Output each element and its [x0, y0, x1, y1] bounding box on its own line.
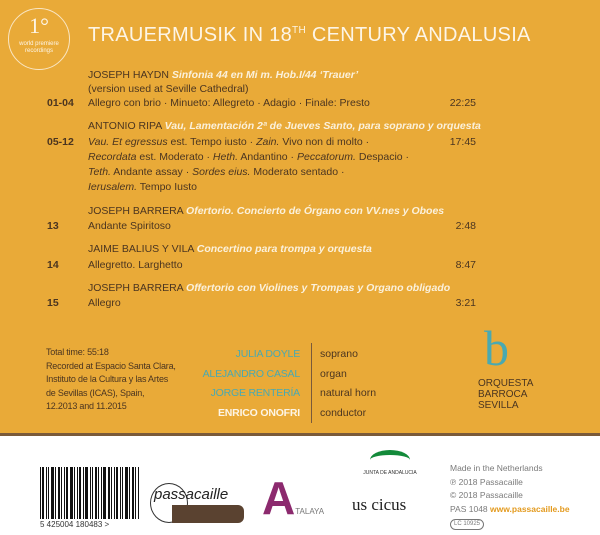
work-title: Ofertorio. Concierto de Órgano con VV.nes y Oboes: [186, 205, 445, 217]
track-numbers: 05-12: [47, 136, 74, 148]
barcode-bar: [116, 467, 118, 519]
movements: Allegro con brio · Minueto: Allegreto · Adagio · Finale: Presto: [88, 97, 370, 109]
work-header: [88, 282, 450, 295]
performer-role: soprano: [320, 348, 358, 360]
label-code: LC 10925: [450, 519, 484, 530]
duration: 22:25: [449, 97, 476, 109]
duration: 8:47: [455, 259, 476, 271]
legal-line: Made in the Netherlands: [450, 463, 543, 473]
barcode-bar: [132, 467, 134, 519]
barcode-bar: [138, 467, 139, 519]
composer: ANTONIO RIPA: [88, 120, 162, 132]
movements: Andante Spiritoso: [88, 220, 171, 232]
performer-role: natural horn: [320, 387, 377, 399]
movement-line: [88, 136, 369, 149]
barcode-bar: [135, 467, 136, 519]
duration: 3:21: [455, 297, 476, 309]
movement-line: [88, 166, 344, 179]
orchestra-logo: [478, 322, 533, 411]
orchestra-logo-letter: b: [484, 320, 509, 376]
credit-line: Instituto de la Cultura y las Artes: [46, 374, 169, 384]
movement-part: Andante assay ·: [110, 166, 193, 178]
duration: 2:48: [455, 220, 476, 232]
junta-andalucia-logo: [350, 450, 430, 476]
barcode-bar: [111, 467, 112, 519]
barcode-bar: [64, 467, 65, 519]
barcode-bar: [55, 467, 56, 519]
duration: 17:45: [449, 136, 476, 148]
work-header: [88, 205, 444, 218]
work-title: Concertino para trompa y orquesta: [196, 243, 372, 255]
barcode-bar: [66, 467, 68, 519]
movement-line: [88, 181, 197, 194]
movement-part: Ierusalem.: [88, 181, 138, 193]
barcode-bar: [48, 467, 49, 519]
composer: JOSEPH BARRERA: [88, 205, 184, 217]
performer-role: organ: [320, 367, 347, 380]
barcode-bar: [92, 467, 93, 519]
atalaya-wordmark: TALAYA: [295, 507, 325, 516]
performer-name: JULIA DOYLE: [235, 348, 300, 360]
track-numbers: 01-04: [47, 97, 74, 109]
work-note: (version used at Seville Cathedral): [88, 83, 249, 95]
movement-part: Heth.: [212, 151, 239, 163]
barcode-number: 5 425004 180483 >: [40, 520, 110, 529]
album-title: TRAUERMUSIK IN 18TH CENTURY ANDALUSIA: [88, 24, 531, 46]
barcode-bar: [108, 467, 110, 519]
composer: JOSEPH HAYDN: [88, 69, 169, 81]
catalog-number: PAS 1048: [450, 503, 488, 514]
barcode-bar: [101, 467, 102, 519]
passacaille-wordmark: passacaille: [154, 486, 229, 503]
barcode-bar: [77, 467, 78, 519]
passacaille-logo: [150, 483, 246, 523]
work-header: [88, 120, 481, 133]
cicus-logo: us cicus: [352, 495, 407, 514]
barcode-bar: [79, 467, 81, 519]
orchestra-name-line: BARROCA: [478, 389, 528, 400]
legal-line: ℗ 2018 Passacaille: [450, 476, 523, 487]
badge-text: world premiere recordings: [19, 41, 59, 54]
work-title: Vau, Lamentación 2ª de Jueves Santo, para soprano y orquesta: [164, 120, 481, 132]
movement-part: Despacio ·: [355, 151, 410, 163]
credit-line: de Sevillas (ICAS), Spain,: [46, 387, 145, 398]
track-numbers: 14: [47, 259, 59, 271]
barcode-bar: [114, 467, 115, 519]
work-title: Offertorio con Violines y Trompas y Organo obligado: [186, 282, 451, 294]
credit-line: Total time: 55:18: [46, 347, 109, 357]
barcode-bar: [42, 467, 44, 519]
barcode-bar: [125, 467, 128, 519]
barcode-bar: [85, 467, 88, 519]
composer: JAIME BALIUS Y VILA: [88, 243, 194, 255]
website-link[interactable]: www.passacaille.be: [490, 503, 570, 514]
movement-part: Andantino ·: [238, 151, 297, 163]
credit-line: Recorded at Espacio Santa Clara,: [46, 360, 176, 371]
barcode-bar: [70, 467, 73, 519]
barcode-bar: [46, 467, 47, 519]
movement-part: est. Moderato ·: [136, 151, 213, 163]
barcode-bar: [98, 467, 99, 519]
barcode-bar: [51, 467, 54, 519]
performer-divider: [311, 343, 312, 423]
atalaya-letter: A: [262, 472, 296, 524]
movement-part: Vivo non di molto ·: [279, 136, 370, 148]
barcode: [40, 467, 140, 529]
legal-info: [450, 462, 570, 530]
barcode-bar: [120, 467, 121, 519]
work-title: Sinfonia 44 en Mi m. Hob.I/44 ‘Trauer’: [171, 69, 359, 81]
performer-name: JORGE RENTERÍA: [210, 387, 300, 399]
barcode-bar: [40, 467, 41, 519]
movement-part: Sordes eius.: [192, 166, 251, 178]
movement-part: Vau. Et egressus: [88, 136, 168, 148]
track-numbers: 15: [47, 297, 59, 309]
credit-line: 12.2013 and 11.2015: [46, 401, 127, 411]
movement-part: Moderato sentado ·: [250, 166, 345, 178]
legal-line: © 2018 Passacaille: [450, 490, 523, 500]
performer-name: ENRICO ONOFRI: [218, 406, 300, 419]
barcode-bar: [129, 467, 130, 519]
movement-part: Tempo Iusto: [137, 181, 197, 193]
movement-part: Peccatorum.: [296, 151, 356, 163]
movement-part: Zain.: [256, 136, 280, 148]
work-header: [88, 243, 372, 256]
performer-role: conductor: [320, 406, 367, 419]
barcode-bar: [95, 467, 97, 519]
movement-part: est. Tempo iusto ·: [167, 136, 257, 148]
barcode-bar: [61, 467, 62, 519]
performer-roles: [320, 345, 376, 423]
orchestra-name-line: SEVILLA: [478, 400, 519, 411]
movements: Allegretto. Larghetto: [88, 259, 183, 271]
composer: JOSEPH BARRERA: [88, 282, 184, 294]
barcode-bar: [58, 467, 60, 519]
movements: Allegro: [88, 297, 121, 309]
world-premiere-badge: [8, 8, 70, 70]
barcode-bar: [90, 467, 91, 519]
barcode-bar: [74, 467, 75, 519]
barcode-bar: [103, 467, 106, 519]
work-header: [88, 69, 358, 82]
movement-line: [88, 151, 409, 164]
performer-names: [100, 345, 300, 423]
barcode-bar: [83, 467, 84, 519]
barcode-bar: [122, 467, 123, 519]
orchestra-name-line: ORQUESTA: [478, 378, 534, 389]
track-numbers: 13: [47, 220, 59, 232]
movement-part: Teth.: [88, 166, 111, 178]
divider: [0, 433, 600, 436]
atalaya-logo: [262, 472, 325, 524]
performer-name: ALEJANDRO CASAL: [202, 367, 300, 380]
badge-number: 1°: [29, 13, 49, 38]
junta-wordmark: JUNTA DE ANDALUCIA: [363, 470, 417, 476]
movement-part: Recordata: [88, 151, 137, 163]
